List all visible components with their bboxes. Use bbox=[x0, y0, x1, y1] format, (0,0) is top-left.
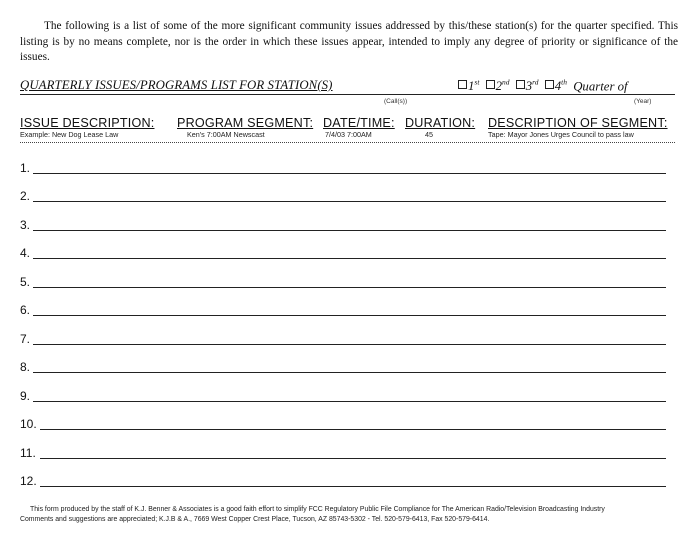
quarter-selector bbox=[458, 78, 628, 94]
example-program: Ken's 7:00AM Newscast bbox=[187, 130, 265, 139]
row-number: 4. bbox=[20, 246, 31, 260]
checkbox-icon[interactable] bbox=[458, 80, 467, 89]
entry-row-11 bbox=[20, 442, 680, 462]
footer-line-2: Comments and suggestions are appreciated; K.J.B & A., 7669 West Copper Crest Place, Tucson, AZ 85743-5302 - Tel. 520-579-6413, Fax 520-579-6414. bbox=[20, 515, 490, 523]
entry-row-9 bbox=[20, 385, 680, 405]
checkbox-icon[interactable] bbox=[516, 80, 525, 89]
column-header-issue: ISSUE DESCRIPTION: bbox=[20, 116, 155, 130]
row-number: 8. bbox=[20, 360, 31, 374]
entry-row-6 bbox=[20, 299, 680, 319]
entry-row-4 bbox=[20, 242, 680, 262]
entry-row-12 bbox=[20, 470, 680, 490]
entry-line[interactable] bbox=[33, 201, 666, 202]
column-header-datetime: DATE/TIME: bbox=[323, 116, 395, 130]
form-title: QUARTERLY ISSUES/PROGRAMS LIST FOR STATION(S) bbox=[20, 78, 333, 92]
entry-line[interactable] bbox=[33, 258, 666, 259]
row-number: 1. bbox=[20, 161, 31, 175]
entry-line[interactable] bbox=[40, 429, 666, 430]
entry-line[interactable] bbox=[33, 401, 666, 402]
row-number: 3. bbox=[20, 218, 31, 232]
example-issue: Example: New Dog Lease Law bbox=[20, 130, 119, 139]
entry-line[interactable] bbox=[33, 372, 666, 373]
checkbox-icon[interactable] bbox=[486, 80, 495, 89]
example-datetime: 7/4/03 7:00AM bbox=[325, 130, 372, 139]
entry-line[interactable] bbox=[40, 458, 666, 459]
entry-row-3 bbox=[20, 214, 680, 234]
entry-line[interactable] bbox=[33, 230, 666, 231]
entry-row-10 bbox=[20, 413, 680, 433]
quarter-of-label: Quarter of bbox=[573, 79, 628, 94]
header-divider bbox=[20, 142, 675, 143]
intro-paragraph bbox=[20, 19, 678, 66]
row-number: 7. bbox=[20, 332, 31, 346]
entry-line[interactable] bbox=[33, 287, 666, 288]
intro-text: The following is a list of some of the more significant community issues addressed by this/these station(s) for the quarter specified. This listing is by no means complete, nor is the order in which these issues appear, intended to imply any degree of priority or significance of the issues. bbox=[20, 20, 678, 63]
entry-row-7 bbox=[20, 328, 680, 348]
row-number: 11. bbox=[20, 446, 36, 460]
entry-row-8 bbox=[20, 356, 680, 376]
form-title-row bbox=[20, 78, 675, 95]
entry-line[interactable] bbox=[33, 344, 666, 345]
entry-row-2 bbox=[20, 185, 680, 205]
row-number: 6. bbox=[20, 303, 31, 317]
quarter-option-3[interactable]: 3rd bbox=[516, 79, 539, 93]
row-number: 12. bbox=[20, 474, 37, 488]
row-number: 2. bbox=[20, 189, 31, 203]
quarter-option-2[interactable]: 2nd bbox=[486, 79, 510, 93]
column-header-description: DESCRIPTION OF SEGMENT: bbox=[488, 116, 668, 130]
call-sign-label: (Call(s)) bbox=[384, 98, 408, 105]
entry-row-1 bbox=[20, 157, 680, 177]
column-header-duration: DURATION: bbox=[405, 116, 476, 130]
entry-row-5 bbox=[20, 271, 680, 291]
entry-line[interactable] bbox=[40, 486, 666, 487]
column-header-program: PROGRAM SEGMENT: bbox=[177, 116, 314, 130]
quarter-option-1[interactable]: 1st bbox=[458, 79, 479, 93]
footer-note bbox=[20, 505, 680, 524]
row-number: 5. bbox=[20, 275, 31, 289]
checkbox-icon[interactable] bbox=[545, 80, 554, 89]
row-number: 9. bbox=[20, 389, 31, 403]
example-duration: 45 bbox=[425, 130, 433, 139]
quarter-option-4[interactable]: 4th bbox=[545, 79, 567, 93]
example-description: Tape: Mayor Jones Urges Council to pass law bbox=[488, 130, 634, 139]
row-number: 10. bbox=[20, 417, 37, 431]
entry-line[interactable] bbox=[33, 315, 666, 316]
footer-line-1: This form produced by the staff of K.J. Benner & Associates is a good faith effort to simplify FCC Regulatory Public File Compliance for The American Radio/Television Broadcasting Industry bbox=[30, 506, 605, 513]
entry-line[interactable] bbox=[33, 173, 666, 174]
year-label: (Year) bbox=[634, 98, 652, 105]
